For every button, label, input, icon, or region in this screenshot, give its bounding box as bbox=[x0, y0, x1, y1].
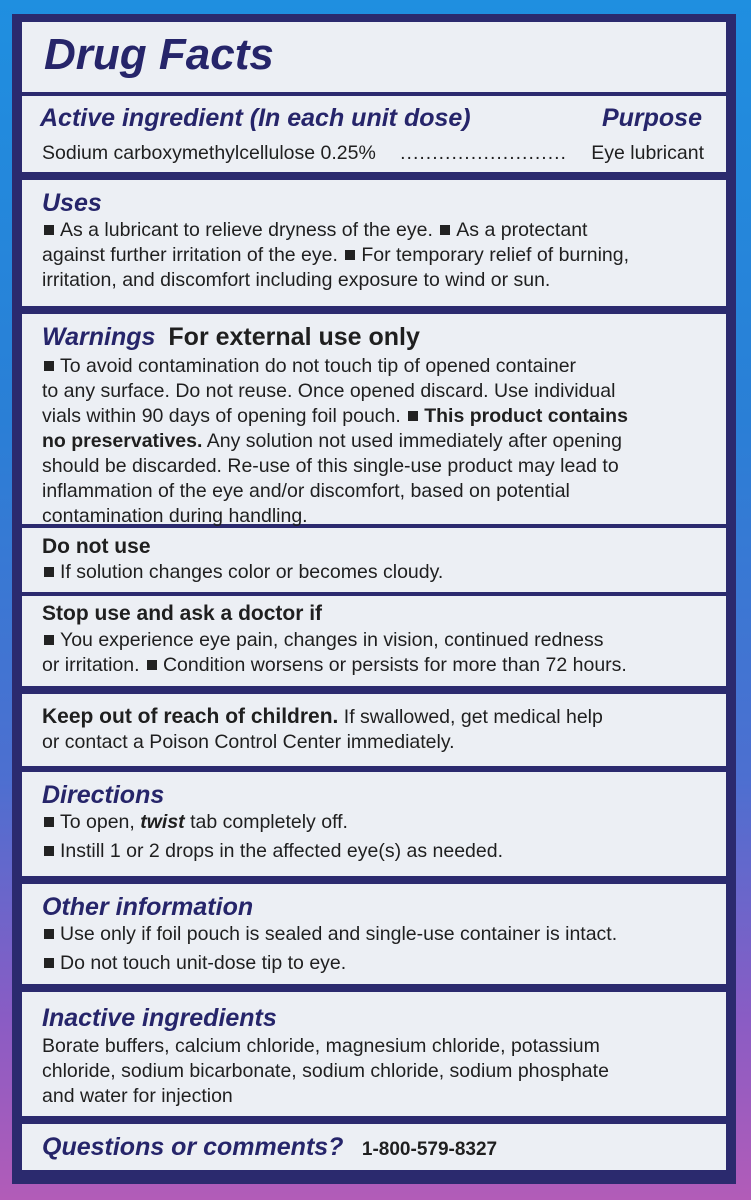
keep-out-line-2: or contact a Poison Control Center immediately. bbox=[42, 731, 455, 753]
title-box bbox=[22, 22, 726, 92]
warnings-heading: Warnings bbox=[42, 323, 156, 351]
stop-use-heading: Stop use and ask a doctor if bbox=[42, 602, 323, 625]
bullet-icon bbox=[44, 225, 54, 235]
other-info-line-2: Do not touch unit-dose tip to eye. bbox=[42, 951, 706, 976]
phone-number: 1-800-579-8327 bbox=[361, 1139, 498, 1160]
questions-box bbox=[22, 1124, 726, 1170]
directions-heading: Directions bbox=[42, 781, 165, 809]
warnings-line-4: no preservatives. Any solution not used immediately after opening bbox=[42, 430, 622, 452]
drug-facts-panel bbox=[12, 14, 736, 1184]
other-info-heading: Other information bbox=[42, 893, 254, 921]
warnings-subheading: For external use only bbox=[168, 323, 420, 351]
bullet-icon bbox=[408, 411, 418, 421]
bullet-icon bbox=[44, 846, 54, 856]
bullet-icon bbox=[345, 250, 355, 260]
warnings-box bbox=[22, 314, 726, 527]
inactive-line-2: chloride, sodium bicarbonate, sodium chloride, sodium phosphate bbox=[42, 1060, 609, 1082]
inactive-ingredients-heading: Inactive ingredients bbox=[42, 1004, 277, 1032]
warnings-line-2: to any surface. Do not reuse. Once opened discard. Use individual bbox=[42, 380, 616, 402]
warnings-line-6: inflammation of the eye and/or discomfort, based on potential bbox=[42, 480, 570, 502]
uses-line-2: against further irritation of the eye. For temporary relief of burning, bbox=[42, 244, 630, 266]
leader-dots: .......................... bbox=[400, 142, 567, 164]
warnings-line-5: should be discarded. Re-use of this single-use product may lead to bbox=[42, 455, 619, 477]
inactive-line-1: Borate buffers, calcium chloride, magnesium chloride, potassium bbox=[42, 1035, 600, 1057]
stop-use-line-1: You experience eye pain, changes in vision, continued redness bbox=[42, 628, 706, 653]
inactive-line-3: and water for injection bbox=[42, 1085, 233, 1107]
do-not-use-box bbox=[22, 528, 726, 592]
other-info-line-1: Use only if foil pouch is sealed and single-use container is intact. bbox=[42, 922, 706, 947]
bullet-icon bbox=[44, 361, 54, 371]
warnings-header bbox=[42, 320, 706, 354]
directions-line-2: Instill 1 or 2 drops in the affected eye(s) as needed. bbox=[42, 839, 706, 864]
bullet-icon bbox=[147, 660, 157, 670]
directions-line-1: To open, twist tab completely off. bbox=[42, 810, 706, 835]
active-ingredient-heading: Active ingredient (In each unit dose) bbox=[40, 104, 471, 132]
uses-heading: Uses bbox=[42, 189, 102, 217]
bullet-icon bbox=[44, 817, 54, 827]
uses-box bbox=[22, 180, 726, 306]
warnings-line-1: To avoid contamination do not touch tip of opened container bbox=[42, 354, 706, 379]
bullet-icon bbox=[44, 635, 54, 645]
ingredient-purpose: Eye lubricant bbox=[591, 142, 704, 164]
page-title: Drug Facts bbox=[44, 30, 274, 79]
bullet-icon bbox=[440, 225, 450, 235]
do-not-use-heading: Do not use bbox=[42, 535, 151, 558]
uses-line-3: irritation, and discomfort including exposure to wind or sun. bbox=[42, 269, 551, 291]
keep-out-box bbox=[22, 694, 726, 766]
ingredient-name: Sodium carboxymethylcellulose 0.25% bbox=[42, 142, 376, 164]
directions-box bbox=[22, 772, 726, 876]
purpose-heading: Purpose bbox=[601, 104, 702, 132]
stop-use-line-2: or irritation. Condition worsens or persists for more than 72 hours. bbox=[42, 654, 627, 676]
active-ingredient-line bbox=[42, 141, 704, 166]
warnings-line-7: contamination during handling. bbox=[42, 505, 308, 527]
stop-use-box bbox=[22, 596, 726, 686]
questions-heading: Questions or comments? bbox=[42, 1133, 344, 1161]
do-not-use-line-1: If solution changes color or becomes cloudy. bbox=[42, 560, 706, 585]
active-ingredient-box bbox=[22, 96, 726, 172]
bullet-icon bbox=[44, 958, 54, 968]
other-info-box bbox=[22, 884, 726, 984]
bullet-icon bbox=[44, 567, 54, 577]
keep-out-line-1: Keep out of reach of children. If swallowed, get medical help bbox=[42, 705, 603, 728]
warnings-line-3: vials within 90 days of opening foil pouch. This product contains bbox=[42, 405, 628, 427]
uses-line-1: As a lubricant to relieve dryness of the eye. As a protectant bbox=[42, 218, 706, 243]
inactive-ingredients-box bbox=[22, 992, 726, 1116]
bullet-icon bbox=[44, 929, 54, 939]
